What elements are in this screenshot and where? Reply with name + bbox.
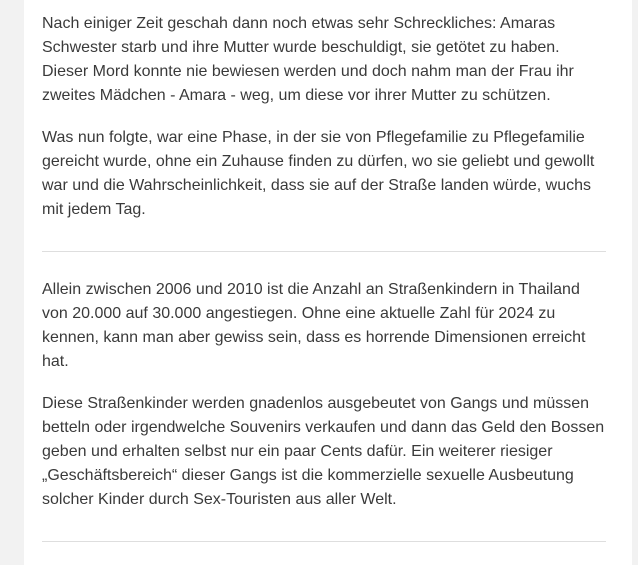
- article-section: [42, 278, 608, 512]
- article-page: [24, 0, 632, 565]
- article-section: [42, 12, 608, 222]
- paragraph-foster-families: Was nun folgte, war eine Phase, in der sie von Pflegefamilie zu Pflegefamilie gereicht wurde, ohne ein Zuhause finden zu dürfen, wo sie geliebt und gewollt war und die Wahrscheinlichkeit, dass sie auf der Straße landen würde, wuchs mit jedem Tag.: [42, 129, 595, 218]
- paragraph-gang-exploitation: Diese Straßenkinder werden gnadenlos ausgebeutet von Gangs und müssen betteln oder irgendwelche Souvenirs verkaufen und dann das Geld den Bossen geben und erhalten selbst nur ein paar Cents dafür. Ein weiterer riesiger „Geschäftsbereich“ dieser Gangs ist die kommerzielle sexuelle Ausbeutung solcher Kinder durch Sex-Touristen aus aller Welt.: [42, 395, 605, 508]
- paragraph-sister-death: Nach einiger Zeit geschah dann noch etwas sehr Schreckliches: Amaras Schwester starb und ihre Mutter wurde beschuldigt, sie getötet zu haben. Dieser Mord konnte nie bewiesen werden und doch nahm man der Frau ihr zweites Mädchen - Amara - weg, um diese vor ihrer Mutter zu schützen.: [42, 15, 574, 104]
- section-divider: [42, 251, 606, 252]
- section-divider: [42, 541, 606, 542]
- paragraph-street-children-stats: Allein zwischen 2006 und 2010 ist die Anzahl an Straßenkindern in Thailand von 20.000 auf 30.000 angestiegen. Ohne eine aktuelle Zahl für 2024 zu kennen, kann man aber gewiss sein, dass es horrende Dimensionen erreicht hat.: [42, 281, 586, 370]
